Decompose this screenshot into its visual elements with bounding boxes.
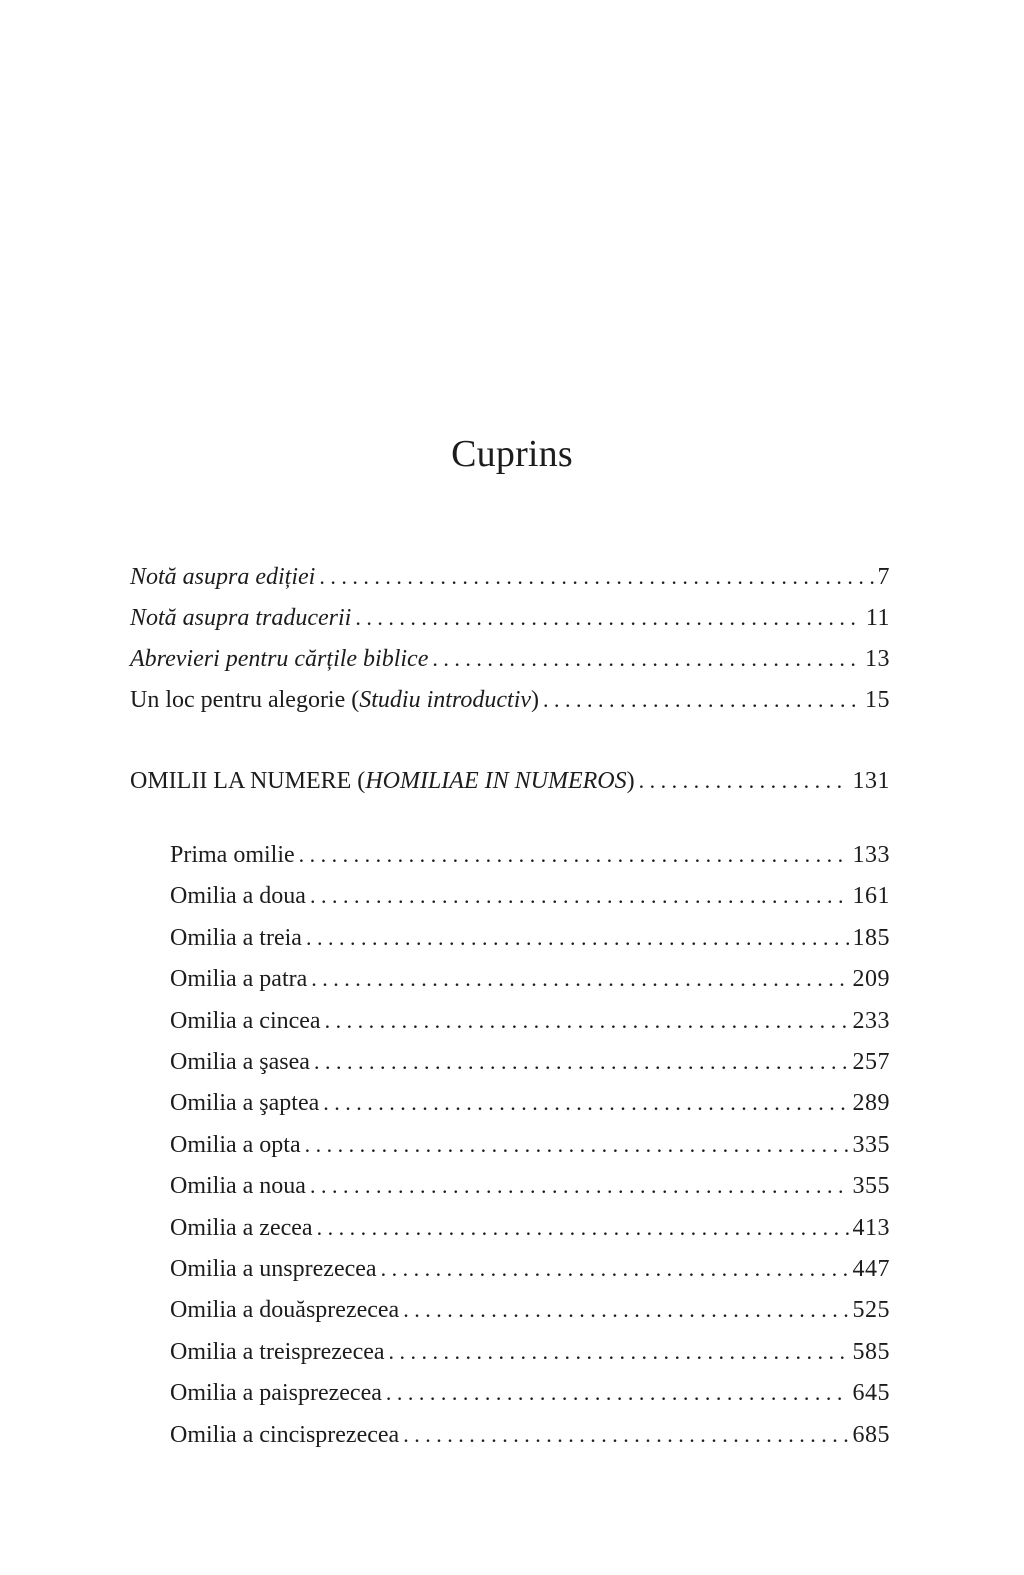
- toc-entry-page: 209: [852, 966, 890, 992]
- toc-entry-homily[interactable]: [170, 839, 890, 871]
- toc-entry-label: Omilia a cincisprezecea: [170, 1422, 400, 1448]
- toc-section-omilii[interactable]: [130, 765, 890, 797]
- toc-entry-homily[interactable]: [170, 1377, 890, 1409]
- dot-leader: [306, 922, 849, 954]
- dot-leader: [319, 561, 873, 593]
- toc-entry-homily[interactable]: [170, 1336, 890, 1368]
- toc-entry-label: Notă asupra traducerii: [130, 605, 352, 631]
- toc-entry-page: 413: [852, 1215, 890, 1241]
- toc-entry-page: 233: [852, 1008, 890, 1034]
- toc-entry-label: Omilia a paisprezecea: [170, 1380, 382, 1406]
- toc-entry-label: Omilia a şaptea: [170, 1090, 320, 1116]
- toc-entry-label: Omilia a douăsprezecea: [170, 1297, 400, 1323]
- toc-entry-studiu-introductiv[interactable]: [130, 684, 890, 716]
- toc-entry-homily[interactable]: [170, 1046, 890, 1078]
- toc-entry-page: 161: [852, 883, 890, 909]
- toc-entry-nota-traducere[interactable]: [130, 602, 890, 634]
- toc-entry-page: 685: [852, 1422, 890, 1448]
- dot-leader: [310, 1170, 849, 1202]
- toc-entry-page: 645: [852, 1380, 890, 1406]
- toc-entry-page: 185: [852, 925, 890, 951]
- toc-entry-abrevieri[interactable]: [130, 643, 890, 675]
- dot-leader: [381, 1253, 849, 1285]
- toc-entry-label: Omilia a treia: [170, 925, 302, 951]
- toc-entry-homily[interactable]: [170, 1419, 890, 1451]
- toc-entry-label: Prima omilie: [170, 842, 295, 868]
- toc-entry-page: 335: [852, 1132, 890, 1158]
- dot-leader: [386, 1377, 849, 1409]
- dot-leader: [403, 1294, 848, 1326]
- dot-leader: [389, 1336, 849, 1368]
- dot-leader: [317, 1212, 849, 1244]
- toc-entry-homily[interactable]: [170, 880, 890, 912]
- toc-entry-label: Omilia a opta: [170, 1132, 301, 1158]
- dot-leader: [403, 1419, 848, 1451]
- toc-entry-homily[interactable]: [170, 1087, 890, 1119]
- toc-entry-homily[interactable]: [170, 963, 890, 995]
- toc-entry-page: 15: [865, 687, 890, 713]
- toc-entry-homily[interactable]: [170, 1129, 890, 1161]
- dot-leader: [325, 1005, 849, 1037]
- dot-leader: [355, 602, 862, 634]
- dot-leader: [311, 963, 848, 995]
- toc-entry-homily[interactable]: [170, 1005, 890, 1037]
- toc-entry-page: 289: [852, 1090, 890, 1116]
- toc-entry-label: Omilia a doua: [170, 883, 306, 909]
- dot-leader: [314, 1046, 849, 1078]
- toc-entry-page: 355: [852, 1173, 890, 1199]
- toc-entry-page: 13: [865, 646, 890, 672]
- toc-entry-label: Omilia a patra: [170, 966, 308, 992]
- toc-entry-page: 11: [865, 605, 890, 631]
- dot-leader: [310, 880, 849, 912]
- toc-entry-page: 257: [852, 1049, 890, 1075]
- toc-entry-homily[interactable]: [170, 1253, 890, 1285]
- page-title: Cuprins: [451, 433, 573, 475]
- toc-entry-label: Omilia a unsprezecea: [170, 1256, 377, 1282]
- dot-leader: [432, 643, 861, 675]
- toc-entry-label: Omilia a cincea: [170, 1008, 321, 1034]
- dot-leader: [543, 684, 861, 716]
- toc-entry-homily[interactable]: [170, 1294, 890, 1326]
- dot-leader: [639, 765, 849, 797]
- toc-entry-label: Omilia a treisprezecea: [170, 1339, 385, 1365]
- toc-entry-homily[interactable]: [170, 1212, 890, 1244]
- toc-entry-label: Notă asupra ediției: [130, 564, 316, 590]
- toc-entry-label: Omilia a şasea: [170, 1049, 310, 1075]
- toc-entry-page: 133: [852, 842, 890, 868]
- toc-entry-page: 585: [852, 1339, 890, 1365]
- toc-entry-homily[interactable]: [170, 1170, 890, 1202]
- toc-entry-label: Omilia a zecea: [170, 1215, 313, 1241]
- toc-section-label: OMILII LA NUMERE (HOMILIAE IN NUMEROS): [130, 768, 635, 794]
- toc-entry-nota-editie[interactable]: [130, 561, 890, 593]
- dot-leader: [305, 1129, 849, 1161]
- toc-entry-label: Abrevieri pentru cărțile biblice: [130, 646, 429, 672]
- toc-entry-homily[interactable]: [170, 922, 890, 954]
- dot-leader: [323, 1087, 848, 1119]
- dot-leader: [299, 839, 849, 871]
- toc-entry-label: Omilia a noua: [170, 1173, 306, 1199]
- toc-entry-label: Un loc pentru alegorie (Studiu introductiv): [130, 687, 540, 713]
- toc-entry-page: 525: [852, 1297, 890, 1323]
- toc-entry-page: 131: [852, 768, 890, 794]
- toc-entry-page: 7: [877, 564, 890, 590]
- toc-entry-page: 447: [852, 1256, 890, 1282]
